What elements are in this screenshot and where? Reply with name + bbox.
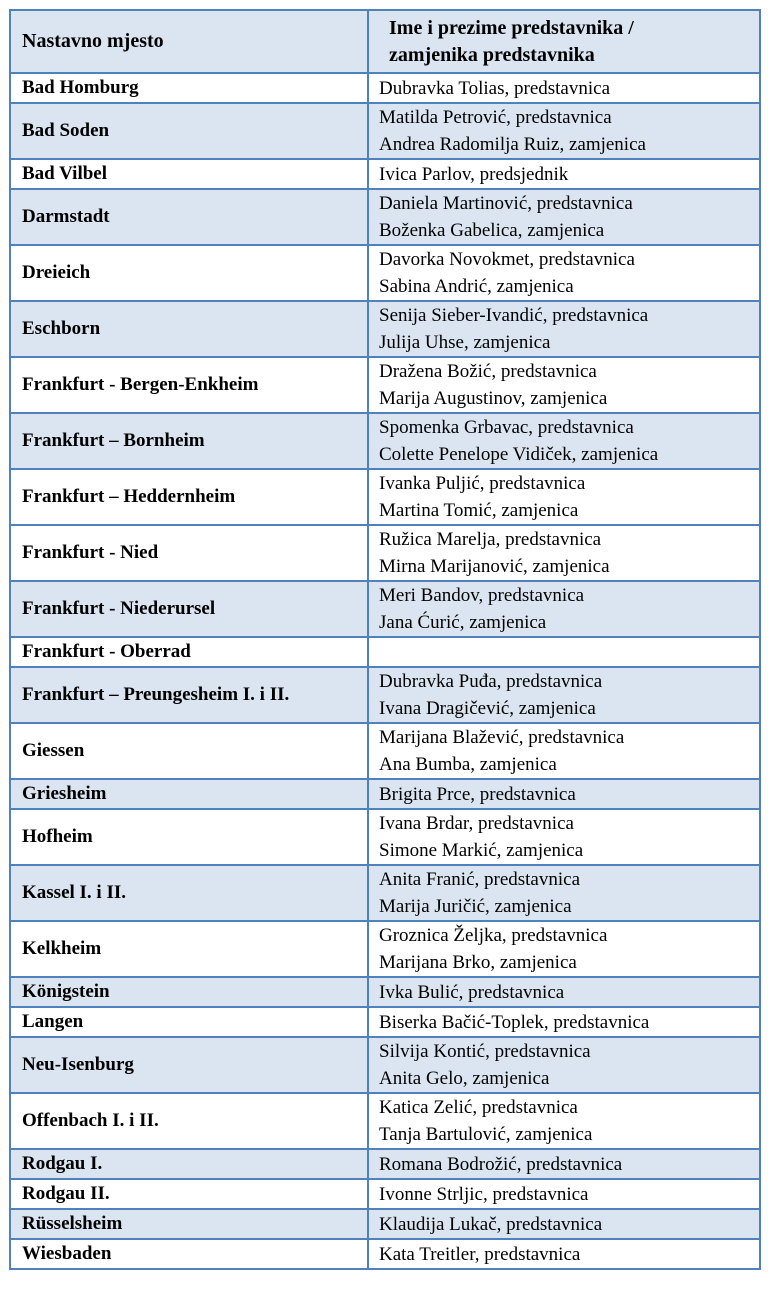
representatives-table xyxy=(9,9,761,1270)
representative-names xyxy=(368,921,760,977)
teaching-location: Neu-Isenburg xyxy=(10,1037,368,1093)
deputy-name: Jana Ćurić, zamjenica xyxy=(379,612,547,633)
representative-names xyxy=(368,525,760,581)
representative-names xyxy=(368,73,760,103)
deputy-name: Marija Augustinov, zamjenica xyxy=(379,388,608,409)
representative-name: Ivana Brdar, predstavnica xyxy=(379,813,574,834)
teaching-location: Rodgau I. xyxy=(10,1149,368,1179)
representative-names xyxy=(368,637,760,667)
teaching-location: Langen xyxy=(10,1007,368,1037)
teaching-location: Darmstadt xyxy=(10,189,368,245)
table-row xyxy=(10,1239,760,1269)
representative-name: Ivanka Puljić, predstavnica xyxy=(379,473,586,494)
header-names-line-1: Ime i prezime predstavnika / xyxy=(389,16,634,39)
deputy-name: Martina Tomić, zamjenica xyxy=(379,500,579,521)
teaching-location: Frankfurt – Heddernheim xyxy=(10,469,368,525)
deputy-name: Julija Uhse, zamjenica xyxy=(379,332,551,353)
representative-names xyxy=(368,1149,760,1179)
representative-names xyxy=(368,1239,760,1269)
representative-names xyxy=(368,779,760,809)
teaching-location: Frankfurt - Bergen-Enkheim xyxy=(10,357,368,413)
representative-name: Dubravka Puđa, predstavnica xyxy=(379,671,603,692)
table-row xyxy=(10,637,760,667)
table-header-row xyxy=(10,10,760,73)
table-row xyxy=(10,779,760,809)
representative-name: Dražena Božić, predstavnica xyxy=(379,361,597,382)
representative-name: Matilda Petrović, predstavnica xyxy=(379,107,612,128)
representative-names xyxy=(368,245,760,301)
table-row xyxy=(10,865,760,921)
table-row xyxy=(10,1093,760,1149)
representative-names xyxy=(368,159,760,189)
teaching-location: Bad Soden xyxy=(10,103,368,159)
table-row xyxy=(10,1179,760,1209)
representative-name: Klaudija Lukač, predstavnica xyxy=(379,1213,603,1235)
table-row xyxy=(10,1037,760,1093)
teaching-location: Kassel I. i II. xyxy=(10,865,368,921)
deputy-name: Simone Markić, zamjenica xyxy=(379,840,584,861)
deputy-name: Ana Bumba, zamjenica xyxy=(379,754,557,775)
deputy-name: Marija Juričić, zamjenica xyxy=(379,896,572,917)
table-row xyxy=(10,159,760,189)
deputy-name: Mirna Marijanović, zamjenica xyxy=(379,556,610,577)
representative-name: Dubravka Tolias, predstavnica xyxy=(379,77,610,99)
deputy-name: Ivana Dragičević, zamjenica xyxy=(379,698,596,719)
representative-name: Kata Treitler, predstavnica xyxy=(379,1243,581,1265)
representative-names xyxy=(368,357,760,413)
table-row xyxy=(10,413,760,469)
teaching-location: Königstein xyxy=(10,977,368,1007)
teaching-location: Eschborn xyxy=(10,301,368,357)
table-row xyxy=(10,667,760,723)
representative-name: Ružica Marelja, predstavnica xyxy=(379,529,602,550)
representative-names xyxy=(368,723,760,779)
representative-names xyxy=(368,667,760,723)
representative-names xyxy=(368,189,760,245)
representative-name: Romana Bodrožić, predstavnica xyxy=(379,1153,623,1175)
teaching-location: Frankfurt - Niederursel xyxy=(10,581,368,637)
representative-name: Biserka Bačić-Toplek, predstavnica xyxy=(379,1011,650,1033)
teaching-location: Kelkheim xyxy=(10,921,368,977)
table-row xyxy=(10,103,760,159)
representative-names xyxy=(368,1007,760,1037)
teaching-location: Offenbach I. i II. xyxy=(10,1093,368,1149)
header-place: Nastavno mjesto xyxy=(10,10,368,73)
header-names-line-2: zamjenika predstavnika xyxy=(389,43,595,66)
representative-names xyxy=(368,413,760,469)
teaching-location: Frankfurt - Oberrad xyxy=(10,637,368,667)
representative-names xyxy=(368,977,760,1007)
deputy-name: Sabina Andrić, zamjenica xyxy=(379,276,574,297)
representative-name: Marijana Blažević, predstavnica xyxy=(379,727,625,748)
teaching-location: Bad Vilbel xyxy=(10,159,368,189)
deputy-name: Anita Gelo, zamjenica xyxy=(379,1068,550,1089)
table-row xyxy=(10,469,760,525)
representative-names xyxy=(368,301,760,357)
representative-name: Ivica Parlov, predsjednik xyxy=(379,163,569,185)
table-row xyxy=(10,357,760,413)
table-row xyxy=(10,1007,760,1037)
table-row xyxy=(10,525,760,581)
table-row xyxy=(10,189,760,245)
deputy-name: Boženka Gabelica, zamjenica xyxy=(379,220,605,241)
teaching-location: Wiesbaden xyxy=(10,1239,368,1269)
teaching-location: Hofheim xyxy=(10,809,368,865)
table-row xyxy=(10,921,760,977)
teaching-location: Dreieich xyxy=(10,245,368,301)
deputy-name: Andrea Radomilja Ruiz, zamjenica xyxy=(379,134,646,155)
deputy-name: Marijana Brko, zamjenica xyxy=(379,952,577,973)
deputy-name: Colette Penelope Vidiček, zamjenica xyxy=(379,444,659,465)
teaching-location: Frankfurt – Preungesheim I. i II. xyxy=(10,667,368,723)
representative-name: Senija Sieber-Ivandić, predstavnica xyxy=(379,305,649,326)
representative-name: Anita Franić, predstavnica xyxy=(379,869,581,890)
header-names xyxy=(368,10,760,73)
table-row xyxy=(10,301,760,357)
representative-names xyxy=(368,469,760,525)
representative-name: Silvija Kontić, predstavnica xyxy=(379,1041,591,1062)
teaching-location: Bad Homburg xyxy=(10,73,368,103)
deputy-name: Tanja Bartulović, zamjenica xyxy=(379,1124,593,1145)
table-row xyxy=(10,581,760,637)
representative-name: Spomenka Grbavac, predstavnica xyxy=(379,417,634,438)
representative-names xyxy=(368,1179,760,1209)
representative-name: Groznica Željka, predstavnica xyxy=(379,925,608,946)
representative-name: Katica Zelić, predstavnica xyxy=(379,1097,578,1118)
representative-names xyxy=(368,103,760,159)
teaching-location: Rüsselsheim xyxy=(10,1209,368,1239)
table-row xyxy=(10,73,760,103)
representative-names xyxy=(368,1093,760,1149)
representative-names xyxy=(368,809,760,865)
table-row xyxy=(10,1149,760,1179)
table-row xyxy=(10,723,760,779)
representative-names xyxy=(368,865,760,921)
representative-name: Brigita Prce, predstavnica xyxy=(379,783,576,805)
teaching-location: Giessen xyxy=(10,723,368,779)
representative-name: Meri Bandov, predstavnica xyxy=(379,585,585,606)
representative-name: Daniela Martinović, predstavnica xyxy=(379,193,633,214)
teaching-location: Griesheim xyxy=(10,779,368,809)
table-row xyxy=(10,809,760,865)
representative-names xyxy=(368,1209,760,1239)
representative-name: Ivonne Strljic, predstavnica xyxy=(379,1183,589,1205)
teaching-location: Frankfurt - Nied xyxy=(10,525,368,581)
representative-names xyxy=(368,1037,760,1093)
table-row xyxy=(10,1209,760,1239)
table-row xyxy=(10,977,760,1007)
representative-name: Ivka Bulić, predstavnica xyxy=(379,981,565,1003)
table-row xyxy=(10,245,760,301)
representative-names xyxy=(368,581,760,637)
representative-name: Davorka Novokmet, predstavnica xyxy=(379,249,635,270)
teaching-location: Frankfurt – Bornheim xyxy=(10,413,368,469)
teaching-location: Rodgau II. xyxy=(10,1179,368,1209)
